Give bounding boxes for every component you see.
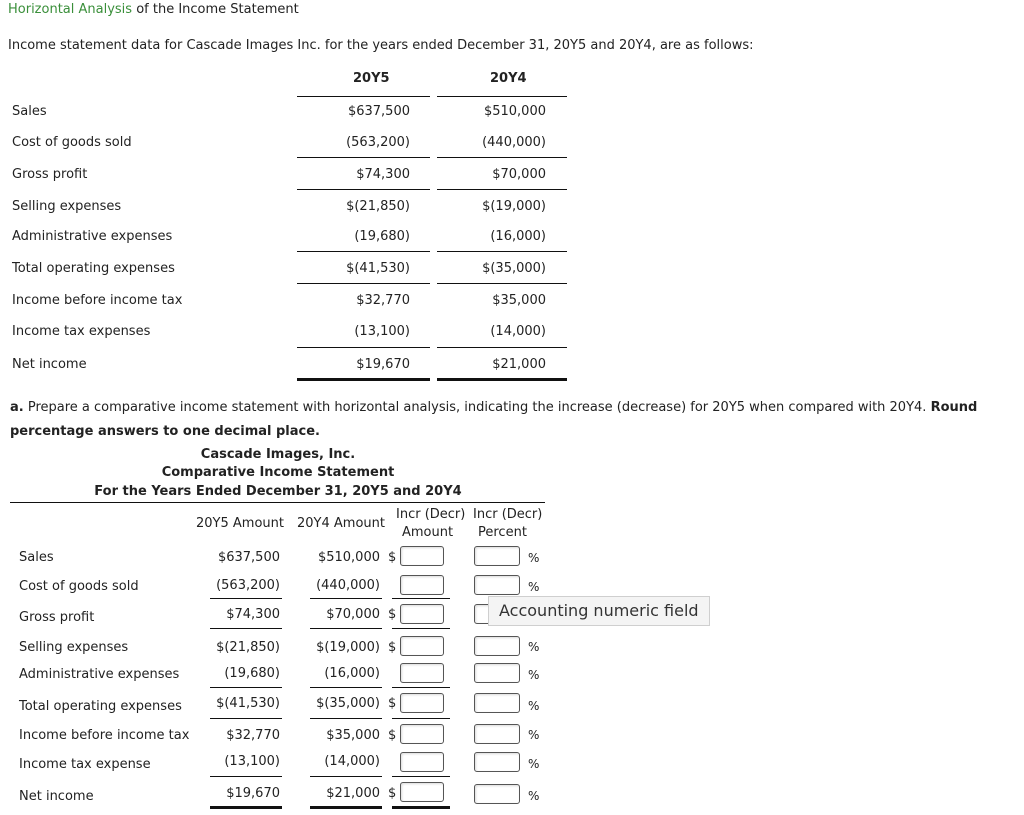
tooltip: Accounting numeric field [488,596,710,626]
table-cell: (19,680) [354,229,410,244]
table-row-label: Administrative expenses [19,667,180,682]
percent-sign: % [528,640,540,654]
col-header-20y4: 20Y4 [490,71,527,86]
incr-amount-input-administrative[interactable] [400,663,444,683]
table-cell: $(41,530) [216,696,280,711]
incr-percent-input-net-income[interactable] [474,784,520,804]
table-row-label: Total operating expenses [19,699,182,714]
table-cell: (13,100) [224,754,280,769]
table-row-label: Income before income tax [12,293,183,308]
percent-sign: % [528,580,540,594]
breadcrumb-link[interactable]: Horizontal Analysis [8,2,133,17]
table-row-label: Selling expenses [12,199,122,214]
incr-amount-input-income-before-tax[interactable] [400,724,444,744]
table-cell: $(19,000) [482,199,546,214]
table-cell: (16,000) [324,666,380,681]
table-cell: (14,000) [490,324,546,339]
table-cell: $510,000 [483,104,546,119]
table-cell: $(21,850) [346,199,410,214]
col-header-20y5: 20Y5 [353,71,390,86]
percent-sign: % [528,789,540,803]
percent-sign: % [528,757,540,771]
table-cell: $74,300 [356,167,410,182]
table-cell: $(35,000) [316,696,380,711]
table-cell: $19,670 [226,786,280,801]
table-cell: $19,670 [356,357,410,372]
table-row-label: Gross profit [19,610,95,625]
table-row-label: Net income [12,357,87,372]
dollar-sign: $ [388,640,397,655]
table-cell: (440,000) [316,578,380,593]
table-cell: $70,000 [326,607,380,622]
table-row-label: Cost of goods sold [12,135,132,150]
table-cell: $(35,000) [482,261,546,276]
incr-amount-input-sales[interactable] [400,546,444,566]
table-cell: $21,000 [492,357,546,372]
table-row-label: Cost of goods sold [19,579,139,594]
table-row-label: Selling expenses [19,640,129,655]
percent-sign: % [528,551,540,565]
dollar-sign: $ [388,728,397,743]
table-cell: $70,000 [492,167,546,182]
table-cell: $35,000 [492,293,546,308]
table-cell: (16,000) [490,229,546,244]
table-cell: $637,500 [347,104,410,119]
table-row-label: Gross profit [12,167,88,182]
table-cell: $(19,000) [316,640,380,655]
table-cell: $21,000 [326,786,380,801]
table-cell: $32,770 [356,293,410,308]
table-cell: (440,000) [482,135,546,150]
table-cell: $637,500 [217,550,280,565]
table-cell: (19,680) [224,666,280,681]
table-row-label: Sales [12,104,47,119]
table-row-label: Net income [19,789,94,804]
table-cell: (14,000) [324,754,380,769]
col-header-20y4-amount: 20Y4 Amount [297,516,385,531]
dollar-sign: $ [388,607,397,622]
table-cell: $510,000 [317,550,380,565]
statement-title: Comparative Income Statement [161,465,395,480]
col-header-incr-percent-1: Incr (Decr) [473,507,543,522]
table-row-label: Income tax expenses [12,324,151,339]
statement-period: For the Years Ended December 31, 20Y5 and 20Y4 [94,484,462,499]
percent-sign: % [528,699,540,713]
percent-sign: % [528,728,540,742]
incr-percent-input-sales[interactable] [474,546,520,566]
dollar-sign: $ [388,696,397,711]
col-header-incr-amount-2: Amount [402,525,454,540]
breadcrumb [8,2,299,17]
table-row-label: Income tax expense [19,757,151,772]
table-cell: $(41,530) [346,261,410,276]
intro-text: Income statement data for Cascade Images Inc. for the years ended December 31, 20Y5 and 20Y4, are as follows: [8,38,754,53]
incr-percent-input-administrative[interactable] [474,663,520,683]
percent-sign: % [528,668,540,682]
table-row-label: Sales [19,550,54,565]
table-row-label: Total operating expenses [12,261,175,276]
dollar-sign: $ [388,550,397,565]
incr-amount-input-income-tax[interactable] [400,752,444,772]
table-cell: (563,200) [346,135,410,150]
col-header-20y5-amount: 20Y5 Amount [196,516,284,531]
incr-percent-input-total-operating[interactable] [474,693,520,713]
incr-percent-input-income-before-tax[interactable] [474,724,520,744]
incr-amount-input-selling[interactable] [400,636,444,656]
col-header-incr-percent-2: Percent [478,525,527,540]
company-name: Cascade Images, Inc. [200,447,356,462]
incr-amount-input-gross-profit[interactable] [400,604,444,624]
incr-amount-input-total-operating[interactable] [400,693,444,713]
table-cell: $35,000 [326,728,380,743]
table-row-label: Income before income tax [19,728,190,743]
table-cell: $74,300 [226,607,280,622]
incr-percent-input-income-tax[interactable] [474,752,520,772]
incr-percent-input-selling[interactable] [474,636,520,656]
col-header-incr-amount-1: Incr (Decr) [396,507,466,522]
table-cell: (563,200) [216,578,280,593]
dollar-sign: $ [388,786,397,801]
question-text: a. Prepare a comparative income statement with horizontal analysis, indicating the increase (decrease) for 20Y5 when compared with 20Y4. Round percentage answers to one decimal place. [10,400,978,439]
incr-amount-input-net-income[interactable] [400,782,444,802]
table-cell: $(21,850) [216,640,280,655]
breadcrumb-rest: of the Income Statement [132,2,299,17]
incr-amount-input-cogs[interactable] [400,575,444,595]
table-cell: (13,100) [354,324,410,339]
table-cell: $32,770 [226,728,280,743]
incr-percent-input-cogs[interactable] [474,575,520,595]
table-row-label: Administrative expenses [12,229,173,244]
